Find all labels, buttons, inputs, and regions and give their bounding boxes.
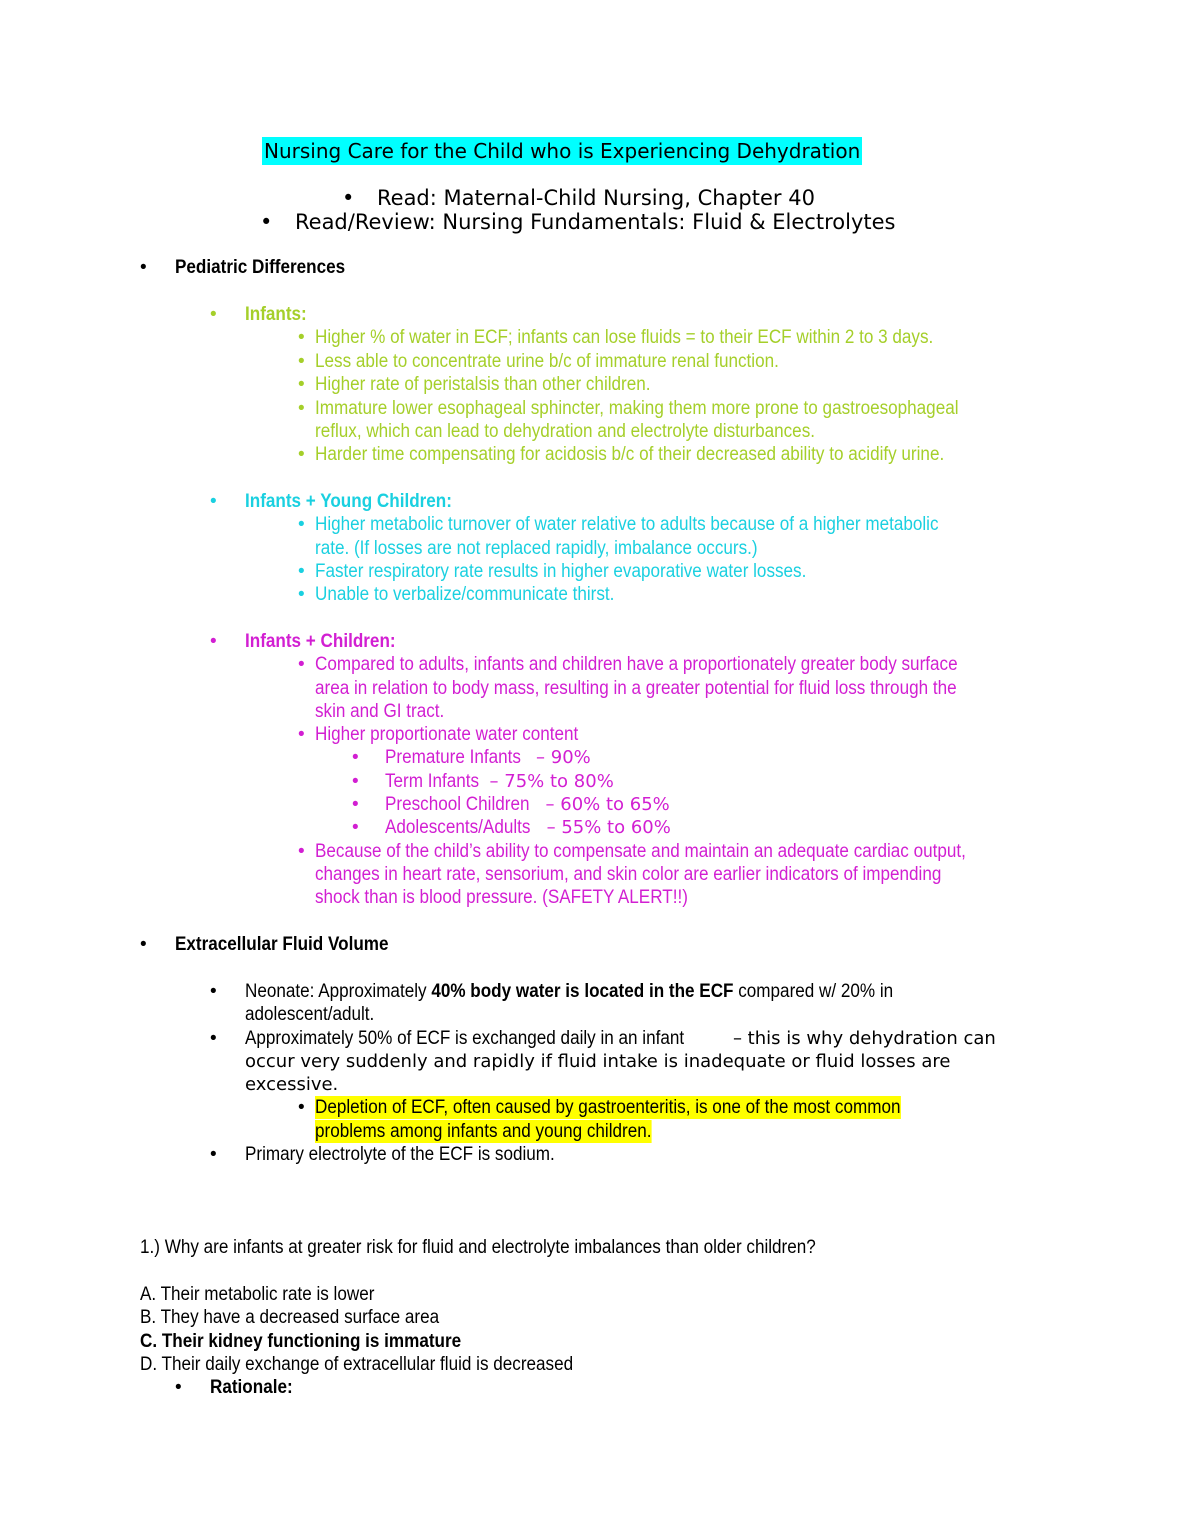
list-item: Higher metabolic turnover of water relative to adults because of a higher metabolic bbox=[315, 514, 939, 535]
list-item: Because of the child’s ability to compensate and maintain an adequate cardiac output, bbox=[315, 841, 966, 862]
bullet-icon: • bbox=[342, 186, 355, 210]
list-item-continued: skin and GI tract. bbox=[315, 701, 445, 722]
bullet-icon: • bbox=[298, 841, 305, 862]
bullet-icon: • bbox=[352, 771, 359, 792]
list-item: Higher proportionate water content bbox=[315, 724, 579, 745]
subheading-children: Infants + Children: bbox=[245, 631, 396, 652]
bullet-icon: • bbox=[175, 1377, 182, 1398]
list-item: Harder time compensating for acidosis b/c of their decreased ability to acidify urine. bbox=[315, 444, 945, 465]
list-item-continued: shock than is blood pressure. (SAFETY ALERT!!) bbox=[315, 887, 688, 908]
bullet-icon: • bbox=[210, 1144, 217, 1165]
bullet-icon: • bbox=[298, 351, 305, 372]
highlighted-item: Depletion of ECF, often caused by gastroenteritis, is one of the most common bbox=[315, 1097, 901, 1118]
subheading-young-children: Infants + Young Children: bbox=[245, 491, 452, 512]
list-item-continued: excessive. bbox=[245, 1074, 339, 1095]
list-item-continued: occur very suddenly and rapidly if fluid intake is inadequate or fluid losses are bbox=[245, 1051, 951, 1072]
water-content-item: Term Infants– 75% to 80% bbox=[385, 771, 614, 792]
answer-option: D. Their daily exchange of extracellular fluid is decreased bbox=[140, 1354, 574, 1375]
bullet-icon: • bbox=[210, 1028, 217, 1049]
bullet-icon: • bbox=[140, 257, 147, 278]
bullet-icon: • bbox=[210, 491, 217, 512]
list-item-continued: adolescent/adult. bbox=[245, 1004, 375, 1025]
list-item-continued: area in relation to body mass, resulting in a greater potential for fluid loss through the bbox=[315, 678, 957, 699]
section-heading-ecf: Extracellular Fluid Volume bbox=[175, 934, 389, 955]
list-item-neonate: Neonate: Approximately 40% body water is located in the ECF compared w/ 20% in bbox=[245, 981, 894, 1002]
bullet-icon: • bbox=[298, 584, 305, 605]
bullet-icon: • bbox=[260, 210, 273, 234]
bullet-icon: • bbox=[298, 374, 305, 395]
bullet-icon: • bbox=[352, 794, 359, 815]
bullet-icon: • bbox=[298, 327, 305, 348]
answer-option: A. Their metabolic rate is lower bbox=[140, 1284, 375, 1305]
list-item: Less able to concentrate urine b/c of immature renal function. bbox=[315, 351, 779, 372]
bullet-icon: • bbox=[352, 817, 359, 838]
list-item-continued: changes in heart rate, sensorium, and skin color are earlier indicators of impending bbox=[315, 864, 942, 885]
bullet-icon: • bbox=[298, 444, 305, 465]
list-item-continued: reflux, which can lead to dehydration and electrolyte disturbances. bbox=[315, 421, 815, 442]
water-content-item: Premature Infants– 90% bbox=[385, 747, 591, 768]
bullet-icon: • bbox=[298, 1097, 305, 1118]
bullet-icon: • bbox=[210, 631, 217, 652]
bullet-icon: • bbox=[298, 398, 305, 419]
answer-option-correct: C. Their kidney functioning is immature bbox=[140, 1331, 462, 1352]
page-title: Nursing Care for the Child who is Experiencing Dehydration bbox=[264, 139, 861, 163]
list-item: Compared to adults, infants and children have a proportionately greater body surface bbox=[315, 654, 958, 675]
reading-item: Read/Review: Nursing Fundamentals: Fluid & Electrolytes bbox=[295, 210, 896, 234]
section-heading-pediatric: Pediatric Differences bbox=[175, 257, 346, 278]
bullet-icon: • bbox=[298, 654, 305, 675]
bullet-icon: • bbox=[210, 981, 217, 1002]
subheading-infants: Infants: bbox=[245, 304, 307, 325]
list-item: Faster respiratory rate results in higher evaporative water losses. bbox=[315, 561, 807, 582]
bullet-icon: • bbox=[298, 724, 305, 745]
reading-item: Read: Maternal-Child Nursing, Chapter 40 bbox=[377, 186, 815, 210]
bullet-icon: • bbox=[298, 561, 305, 582]
bullet-icon: • bbox=[352, 747, 359, 768]
answer-option: B. They have a decreased surface area bbox=[140, 1307, 440, 1328]
list-item: Unable to verbalize/communicate thirst. bbox=[315, 584, 615, 605]
list-item: Higher rate of peristalsis than other children. bbox=[315, 374, 651, 395]
rationale-label: Rationale: bbox=[210, 1377, 293, 1398]
bullet-icon: • bbox=[210, 304, 217, 325]
list-item: Higher % of water in ECF; infants can lose fluids = to their ECF within 2 to 3 days. bbox=[315, 327, 934, 348]
list-item: Primary electrolyte of the ECF is sodium. bbox=[245, 1144, 555, 1165]
water-content-item: Adolescents/Adults– 55% to 60% bbox=[385, 817, 671, 838]
bullet-icon: • bbox=[140, 934, 147, 955]
list-item: Immature lower esophageal sphincter, making them more prone to gastroesophageal bbox=[315, 398, 959, 419]
list-item-exchange: Approximately 50% of ECF is exchanged daily in an infant – this is why dehydration can bbox=[245, 1028, 996, 1049]
question-text: 1.) Why are infants at greater risk for fluid and electrolyte imbalances than older children? bbox=[140, 1237, 816, 1258]
water-content-item: Preschool Children– 60% to 65% bbox=[385, 794, 670, 815]
bullet-icon: • bbox=[298, 514, 305, 535]
list-item-continued: rate. (If losses are not replaced rapidly, imbalance occurs.) bbox=[315, 538, 758, 559]
highlighted-item-continued: problems among infants and young children. bbox=[315, 1121, 652, 1142]
